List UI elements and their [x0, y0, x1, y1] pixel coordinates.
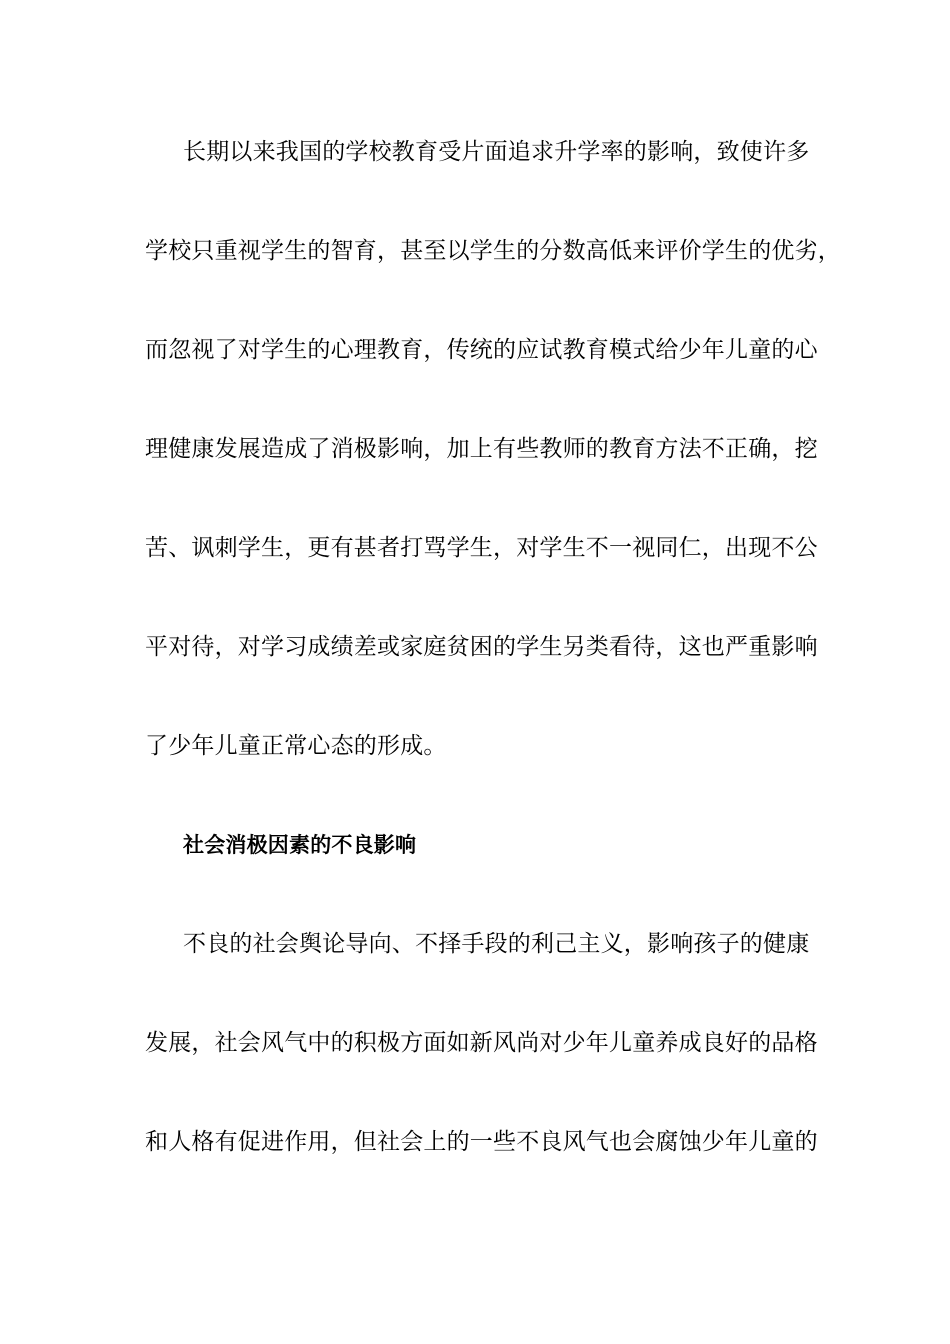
paragraph-2-line-2: 发展，社会风气中的积极方面如新风尚对少年儿童养成良好的品格 — [145, 1030, 818, 1056]
paragraph-1-line-5: 苦、讽刺学生，更有甚者打骂学生，对学生不一视同仁，出现不公 — [145, 535, 818, 561]
paragraph-1-line-3: 而忽视了对学生的心理教育，传统的应试教育模式给少年儿童的心 — [145, 337, 818, 363]
paragraph-1-line-2: 学校只重视学生的智育，甚至以学生的分数高低来评价学生的优劣， — [145, 238, 841, 264]
paragraph-1-line-4: 理健康发展造成了消极影响，加上有些教师的教育方法不正确，挖 — [145, 436, 818, 462]
paragraph-2-line-3: 和人格有促进作用，但社会上的一些不良风气也会腐蚀少年儿童的 — [145, 1129, 818, 1155]
section-heading: 社会消极因素的不良影响 — [183, 833, 417, 857]
paragraph-1-line-1: 长期以来我国的学校教育受片面追求升学率的影响，致使许多 — [183, 139, 810, 165]
paragraph-1-line-7: 了少年儿童正常心态的形成。 — [145, 733, 447, 759]
paragraph-2-line-1: 不良的社会舆论导向、不择手段的利己主义，影响孩子的健康 — [183, 931, 810, 957]
paragraph-1-line-6: 平对待，对学习成绩差或家庭贫困的学生另类看待，这也严重影响 — [145, 634, 818, 660]
